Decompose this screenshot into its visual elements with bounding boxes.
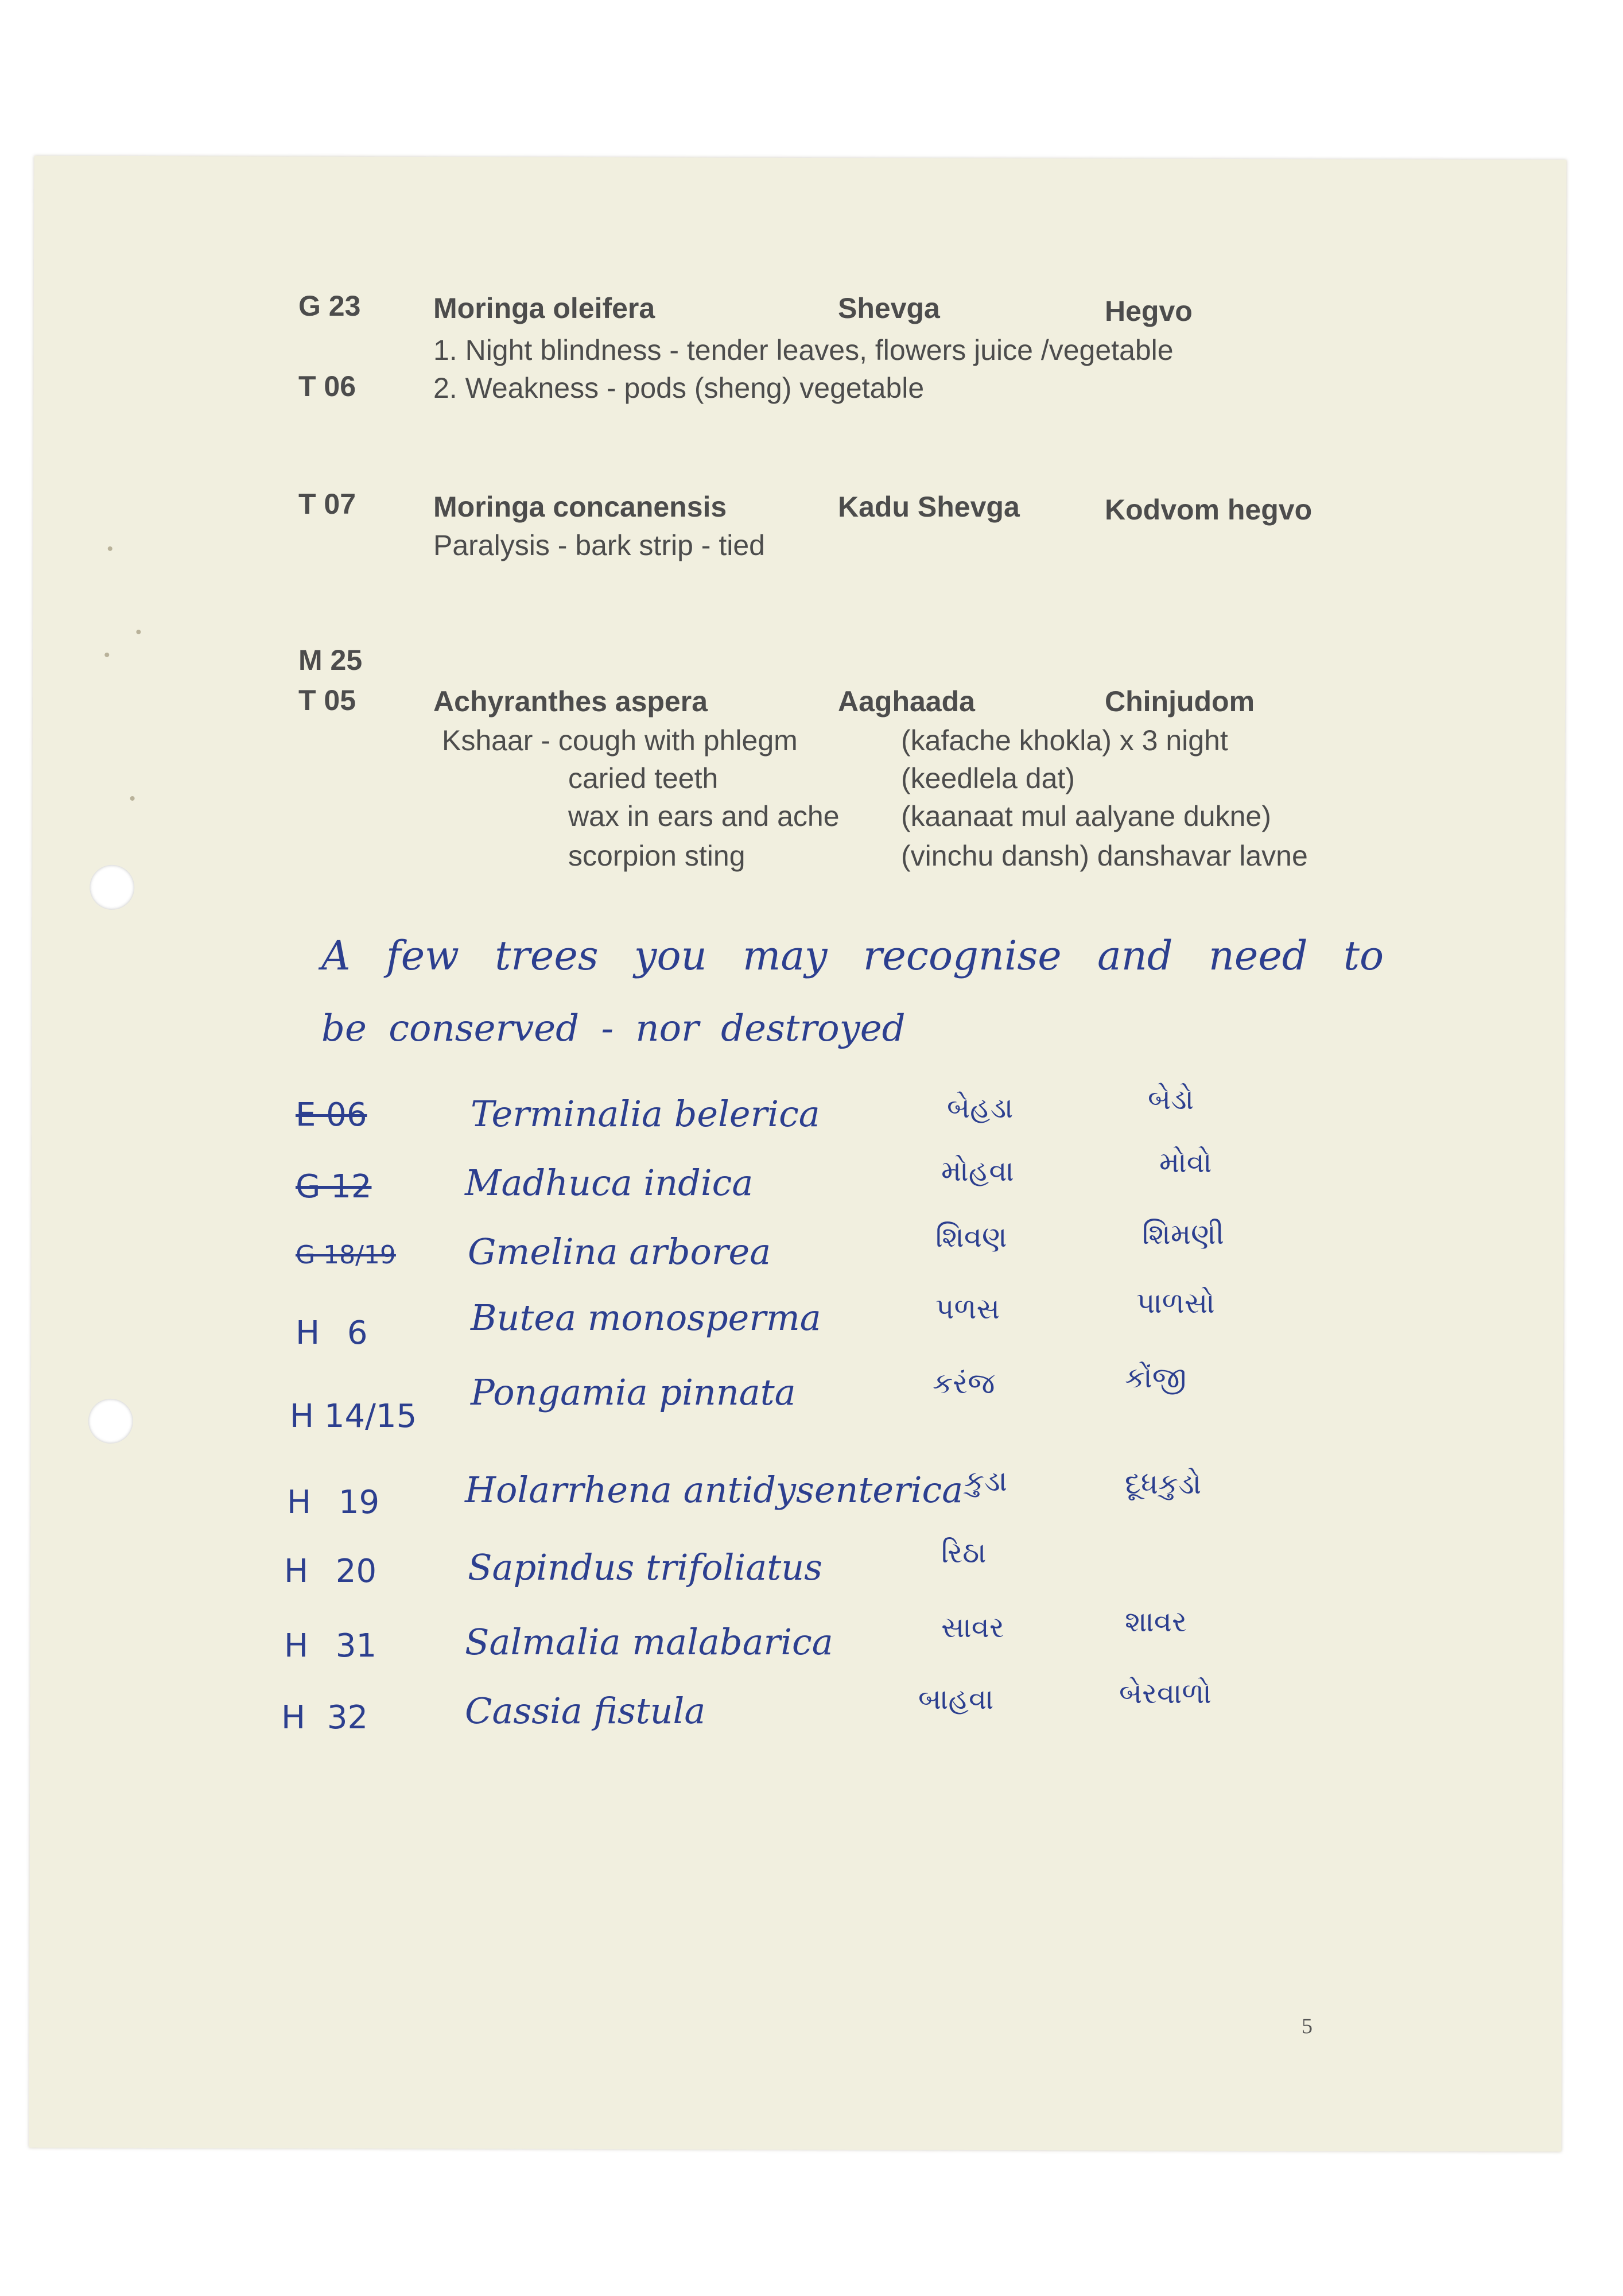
tree-code: H 32 — [281, 1699, 368, 1736]
tree-code: E 06 — [296, 1096, 367, 1134]
entry-code: T 06 — [298, 370, 356, 402]
tree-local-name: બાહવા — [918, 1682, 994, 1716]
botanical-name: Moringa concanensis — [433, 491, 727, 523]
remedy-condition: wax in ears and ache — [568, 800, 840, 832]
remedy-local: (keedlela dat) — [901, 762, 1075, 794]
marathi-name: Kadu Shevga — [838, 491, 1020, 523]
tree-local-name: મોહવા — [941, 1154, 1014, 1188]
tree-local-name: શાવર — [1125, 1605, 1187, 1638]
tree-code: H 20 — [284, 1553, 377, 1590]
tree-code: G 18/19 — [296, 1240, 396, 1270]
marathi-name: Aaghaada — [838, 685, 975, 718]
handwritten-intro: be conserved - nor destroyed — [321, 1007, 906, 1050]
remedy-local: (kafache khokla) x 3 night — [901, 724, 1228, 757]
tree-local-name: રિઠા — [941, 1536, 987, 1569]
tree-local-name: કુડા — [964, 1464, 1007, 1498]
tree-local-name: બેહડા — [947, 1091, 1014, 1124]
remedy-condition: caried teeth — [568, 762, 719, 794]
tree-name: Terminalia belerica — [471, 1093, 820, 1135]
remedy-condition: scorpion sting — [568, 840, 746, 872]
tree-code: H 19 — [287, 1484, 380, 1521]
tree-name: Madhuca indica — [465, 1162, 754, 1204]
tree-local-name: બેડો — [1148, 1083, 1194, 1116]
tree-name: Pongamia pinnata — [471, 1371, 796, 1413]
botanical-name: Moringa oleifera — [433, 292, 655, 324]
punch-hole-upper — [90, 865, 134, 910]
tree-name: Gmelina arborea — [468, 1231, 771, 1273]
tree-name: Sapindus trifoliatus — [468, 1546, 822, 1588]
handwritten-intro: A few trees you may recognise and need to — [321, 932, 1384, 979]
paper-sheet — [29, 156, 1566, 2152]
botanical-name: Achyranthes aspera — [433, 685, 708, 718]
paper-speck — [130, 796, 135, 801]
tree-local-name: શિવણ — [935, 1220, 1007, 1254]
konkani-name: Chinjudom — [1105, 685, 1255, 718]
entry-code: T 07 — [298, 488, 356, 520]
tree-name: Butea monosperma — [471, 1297, 821, 1339]
tree-code: H 14/15 — [290, 1398, 417, 1435]
paper-speck — [108, 546, 112, 551]
punch-hole-lower — [88, 1399, 133, 1444]
tree-name: Holarrhena antidysenterica — [465, 1469, 964, 1511]
tree-name: Cassia fistula — [465, 1690, 706, 1732]
remedy-local: (vinchu dansh) danshavar lavne — [901, 840, 1308, 872]
use-line: 1. Night blindness - tender leaves, flowers juice /vegetable — [433, 334, 1174, 366]
paper-speck — [136, 630, 141, 634]
tree-local-name: કરંજ — [933, 1367, 995, 1400]
use-line: Paralysis - bark strip - tied — [433, 529, 765, 561]
tree-local-name: સાવર — [941, 1611, 1004, 1644]
konkani-name: Kodvom hegvo — [1105, 494, 1313, 526]
tree-local-name: પળસ — [935, 1292, 1000, 1325]
tree-code: G 12 — [296, 1168, 372, 1205]
tree-local-name: દૂધકુડો — [1125, 1467, 1202, 1500]
tree-local-name: શિમણી — [1142, 1217, 1225, 1251]
remedy-local: (kaanaat mul aalyane dukne) — [901, 800, 1271, 832]
tree-code: H 31 — [284, 1627, 377, 1665]
remedy-condition: Kshaar - cough with phlegm — [442, 724, 798, 757]
tree-local-name: મોવો — [1159, 1146, 1212, 1179]
marathi-name: Shevga — [838, 292, 940, 324]
use-line: 2. Weakness - pods (sheng) vegetable — [433, 372, 925, 404]
entry-code: G 23 — [298, 290, 361, 322]
paper-speck — [104, 653, 109, 657]
tree-local-name: પાળસો — [1136, 1286, 1215, 1320]
tree-local-name: બેરવાળો — [1119, 1677, 1212, 1710]
tree-local-name: કોંજી — [1125, 1361, 1187, 1394]
konkani-name: Hegvo — [1105, 295, 1193, 327]
tree-code: H 6 — [296, 1314, 368, 1352]
entry-code: M 25 — [298, 644, 363, 676]
entry-code: T 05 — [298, 684, 356, 716]
page-number: 5 — [1302, 2014, 1313, 2038]
tree-name: Salmalia malabarica — [465, 1621, 833, 1663]
